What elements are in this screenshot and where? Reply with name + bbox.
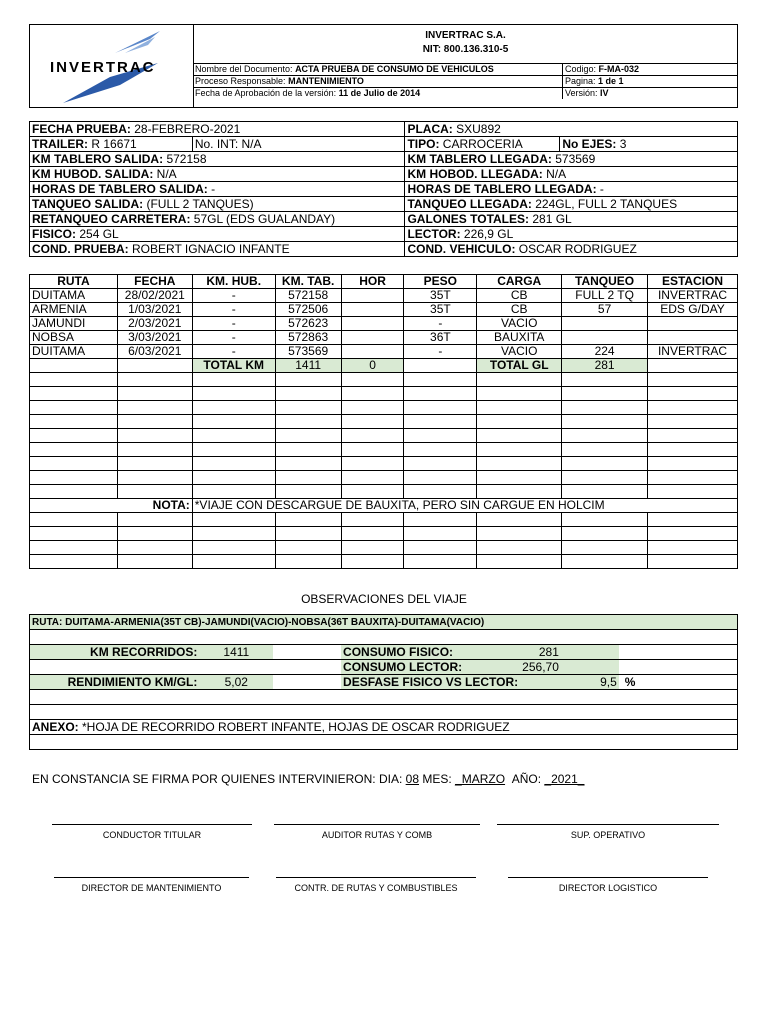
empty-cell	[117, 359, 192, 373]
cell	[562, 317, 648, 331]
signature-line	[508, 877, 708, 878]
col-peso: PESO	[404, 275, 477, 289]
cell: INVERTRAC	[648, 345, 738, 359]
document-meta-table	[193, 63, 738, 99]
cell	[648, 331, 738, 345]
empty-cell	[404, 359, 477, 373]
value: 224GL, FULL 2 TANQUES	[535, 196, 678, 211]
value: CARROCERIA	[442, 136, 523, 151]
label: TRAILER:	[32, 136, 88, 151]
anexo-value: *HOJA DE RECORRIDO ROBERT INFANTE, HOJAS DE OSCAR RODRIGUEZ	[82, 719, 510, 734]
cell: -	[192, 317, 275, 331]
cell: ARMENIA	[30, 303, 118, 317]
empty-row	[30, 471, 738, 485]
approval-value: 11 de Julio de 2014	[338, 88, 421, 98]
cell: DUITAMA	[30, 289, 118, 303]
fisico	[30, 227, 405, 242]
value: ROBERT IGNACIO INFANTE	[132, 241, 290, 256]
value: OSCAR RODRIGUEZ	[518, 241, 637, 256]
empty-row	[30, 429, 738, 443]
empty-row	[30, 485, 738, 499]
cell: -	[192, 289, 275, 303]
rendimiento-label: RENDIMIENTO KM/GL:	[30, 675, 200, 690]
empty-row	[30, 735, 738, 750]
constancia-text: EN CONSTANCIA SE FIRMA POR QUIENES INTERVINIERON: DIA:	[32, 772, 403, 786]
cell: 57	[562, 303, 648, 317]
cell: EDS G/DAY	[648, 303, 738, 317]
total-gl-label: TOTAL GL	[477, 359, 562, 373]
consumo-fisico-value: 281	[499, 645, 561, 660]
rendimiento-value: 5,02	[199, 675, 273, 690]
constancia-dia: 08	[405, 772, 419, 786]
empty-row	[30, 513, 738, 527]
page-value: 1 de 1	[598, 76, 624, 86]
table-row	[30, 345, 738, 359]
constancia-anio: _2021_	[544, 772, 585, 786]
cell: 2/03/2021	[117, 317, 192, 331]
value: 3	[619, 136, 627, 151]
value: R 16671	[91, 136, 137, 151]
empty-row	[30, 630, 738, 645]
label: PLACA:	[407, 121, 453, 136]
company-nit: NIT: 800.136.310-5	[422, 44, 509, 55]
col-hor: HOR	[341, 275, 404, 289]
empty-cell	[619, 660, 738, 675]
horas-tablero-salida	[30, 182, 405, 197]
observations-title: OBSERVACIONES DEL VIAJE	[301, 592, 467, 606]
cell: 572863	[275, 331, 341, 345]
version-label: Versión:	[565, 88, 598, 98]
cell: INVERTRAC	[648, 289, 738, 303]
km-tablero-salida	[30, 152, 405, 167]
signature-line	[274, 824, 480, 825]
version-value: IV	[600, 88, 609, 98]
desfase-label: DESFASE FISICO VS LECTOR:	[341, 675, 561, 690]
table-row	[30, 331, 738, 345]
value: 281 GL	[532, 211, 572, 226]
cell: 572158	[275, 289, 341, 303]
cond-prueba	[30, 242, 405, 257]
cell: JAMUNDI	[30, 317, 118, 331]
ruta-summary: RUTA: DUITAMA-ARMENIA(35T CB)-JAMUNDI(VACIO)-NOBSA(36T BAUXITA)-DUITAMA(VACIO)	[30, 615, 738, 630]
fecha-prueba	[30, 122, 405, 137]
value: SXU892	[456, 121, 501, 136]
table-row	[30, 289, 738, 303]
empty-cell	[561, 660, 619, 675]
label: RETANQUEO CARRETERA:	[32, 211, 191, 226]
cell: 6/03/2021	[117, 345, 192, 359]
constancia-line	[32, 772, 584, 786]
sig-conductor-titular: CONDUCTOR TITULAR	[102, 830, 202, 840]
cell	[648, 317, 738, 331]
code-value: F-MA-032	[598, 64, 640, 74]
cell: -	[192, 331, 275, 345]
signature-line	[54, 877, 249, 878]
empty-row	[30, 541, 738, 555]
cell: 572623	[275, 317, 341, 331]
sig-contr-rutas: CONTR. DE RUTAS Y COMBUSTIBLES	[294, 883, 458, 893]
table-row	[30, 317, 738, 331]
doc-name-value: ACTA PRUEBA DE CONSUMO DE VEHICULOS	[295, 64, 494, 74]
page-label: Pagina:	[565, 76, 596, 86]
route-header-row	[30, 275, 738, 289]
cond-vehiculo	[405, 242, 738, 257]
value: (FULL 2 TANQUES)	[146, 196, 254, 211]
value: 57GL (EDS GUALANDAY)	[193, 211, 336, 226]
col-estacion: ESTACION	[648, 275, 738, 289]
nota-value: *VIAJE CON DESCARGUE DE BAUXITA, PERO SIN CARGUE EN HOLCIM	[192, 499, 737, 513]
horas-tablero-llegada	[405, 182, 738, 197]
cell: 224	[562, 345, 648, 359]
tipo	[405, 137, 560, 152]
label: LECTOR:	[407, 226, 461, 241]
process-value: MANTENIMIENTO	[288, 76, 364, 86]
label: KM HOBOD. LLEGADA:	[407, 166, 543, 181]
constancia-mes-label: MES:	[422, 772, 452, 786]
company-name: INVERTRAC S.A.	[425, 30, 506, 41]
cell	[341, 345, 404, 359]
constancia-anio-label: AÑO:	[511, 772, 542, 786]
cell	[562, 331, 648, 345]
col-fecha: FECHA	[117, 275, 192, 289]
sig-sup-operativo: SUP. OPERATIVO	[570, 830, 646, 840]
cell: 28/02/2021	[117, 289, 192, 303]
value: -	[211, 181, 216, 196]
lector	[405, 227, 738, 242]
total-gl-value: 281	[562, 359, 648, 373]
empty-cell	[273, 675, 341, 690]
cell: 1/03/2021	[117, 303, 192, 317]
cell: -	[192, 303, 275, 317]
nota-row	[30, 499, 738, 513]
sig-director-logistico: DIRECTOR LOGISTICO	[558, 883, 658, 893]
total-hor-value: 0	[341, 359, 404, 373]
tanqueo-salida	[30, 197, 405, 212]
sig-director-mantenimiento: DIRECTOR DE MANTENIMIENTO	[81, 883, 222, 893]
col-tanqueo: TANQUEO	[562, 275, 648, 289]
empty-row	[30, 415, 738, 429]
cell	[341, 317, 404, 331]
value: N/A	[156, 166, 177, 181]
empty-row	[30, 401, 738, 415]
galones-totales	[405, 212, 738, 227]
value: 28-FEBRERO-2021	[134, 121, 241, 136]
label: FISICO:	[32, 226, 76, 241]
cell: 35T	[404, 303, 477, 317]
label: COND. PRUEBA:	[32, 241, 129, 256]
label: FECHA PRUEBA:	[32, 121, 131, 136]
cell: FULL 2 TQ	[562, 289, 648, 303]
no-int: No. INT: N/A	[192, 137, 405, 152]
col-carga: CARGA	[477, 275, 562, 289]
label: KM TABLERO SALIDA:	[32, 151, 164, 166]
route-table	[29, 274, 738, 569]
empty-row	[30, 443, 738, 457]
table-row	[30, 303, 738, 317]
cell: 36T	[404, 331, 477, 345]
empty-row	[30, 555, 738, 569]
cell: -	[404, 345, 477, 359]
no-ejes	[560, 137, 738, 152]
totals-row	[30, 359, 738, 373]
logo-text: INVERTRAC	[50, 59, 156, 76]
total-km-label: TOTAL KM	[192, 359, 275, 373]
consumo-lector-label: CONSUMO LECTOR:	[341, 660, 499, 675]
cell: NOBSA	[30, 331, 118, 345]
km-recorridos-label: KM RECORRIDOS:	[30, 645, 200, 660]
cell: VACIO	[477, 317, 562, 331]
cell: 35T	[404, 289, 477, 303]
label: TANQUEO SALIDA:	[32, 196, 144, 211]
approval-label: Fecha de Aprobación de la versión:	[195, 88, 337, 98]
label: KM TABLERO LLEGADA:	[407, 151, 552, 166]
document-header	[29, 24, 738, 108]
label: HORAS DE TABLERO SALIDA:	[32, 181, 208, 196]
consumo-fisico-label: CONSUMO FISICO:	[341, 645, 499, 660]
empty-cell	[273, 660, 341, 675]
value: 573569	[555, 151, 596, 166]
doc-name-label: Nombre del Documento:	[195, 64, 293, 74]
km-tablero-llegada	[405, 152, 738, 167]
total-km-value: 1411	[275, 359, 341, 373]
label: GALONES TOTALES:	[407, 211, 530, 226]
label: TIPO:	[407, 136, 440, 151]
company-logo	[30, 25, 194, 107]
cell: BAUXITA	[477, 331, 562, 345]
col-km-hub: KM. HUB.	[192, 275, 275, 289]
km-recorridos-value: 1411	[199, 645, 273, 660]
label: KM HUBOD. SALIDA:	[32, 166, 154, 181]
label: TANQUEO LLEGADA:	[407, 196, 532, 211]
empty-cell	[30, 359, 118, 373]
value: 254 GL	[79, 226, 119, 241]
value: N/A	[546, 166, 567, 181]
sig-auditor-rutas: AUDITOR RUTAS Y COMB	[321, 830, 433, 840]
retanqueo-carretera	[30, 212, 405, 227]
empty-row	[30, 457, 738, 471]
desfase-value: 9,5	[561, 675, 619, 690]
col-km-tab: KM. TAB.	[275, 275, 341, 289]
empty-cell	[648, 359, 738, 373]
cell: -	[404, 317, 477, 331]
cell	[341, 331, 404, 345]
nota-label: NOTA:	[30, 499, 193, 513]
vehicle-info-table	[29, 121, 738, 257]
label: COND. VEHICULO:	[407, 241, 516, 256]
cell: CB	[477, 289, 562, 303]
value: 572158	[166, 151, 207, 166]
constancia-mes: _MARZO	[455, 772, 506, 786]
placa	[405, 122, 738, 137]
cell: VACIO	[477, 345, 562, 359]
tanqueo-llegada	[405, 197, 738, 212]
cell: DUITAMA	[30, 345, 118, 359]
empty-cell	[199, 660, 273, 675]
cell: -	[192, 345, 275, 359]
value: 226,9 GL	[463, 226, 514, 241]
km-hubod-salida	[30, 167, 405, 182]
trailer	[30, 137, 193, 152]
empty-cell	[561, 645, 619, 660]
label: No EJES:	[562, 136, 617, 151]
cell: 573569	[275, 345, 341, 359]
value: -	[599, 181, 604, 196]
observations-table	[29, 614, 738, 750]
cell: 3/03/2021	[117, 331, 192, 345]
empty-cell	[30, 660, 200, 675]
empty-row	[30, 387, 738, 401]
cell	[341, 303, 404, 317]
empty-row	[30, 373, 738, 387]
label: HORAS DE TABLERO LLEGADA:	[407, 181, 597, 196]
anexo-label: ANEXO:	[32, 719, 79, 734]
cell: CB	[477, 303, 562, 317]
km-hubod-llegada	[405, 167, 738, 182]
empty-row	[30, 705, 738, 720]
cell: 572506	[275, 303, 341, 317]
code-label: Codigo:	[565, 64, 597, 74]
consumo-lector-value: 256,70	[499, 660, 561, 675]
empty-row	[30, 690, 738, 705]
col-ruta: RUTA	[30, 275, 118, 289]
empty-row	[30, 527, 738, 541]
signature-line	[52, 824, 252, 825]
anexo-row	[30, 720, 738, 735]
signature-line	[276, 877, 476, 878]
empty-cell	[619, 645, 738, 660]
cell	[341, 289, 404, 303]
desfase-unit: %	[619, 675, 738, 690]
process-label: Proceso Responsable:	[195, 76, 286, 86]
signature-line	[497, 824, 719, 825]
empty-cell	[273, 645, 341, 660]
